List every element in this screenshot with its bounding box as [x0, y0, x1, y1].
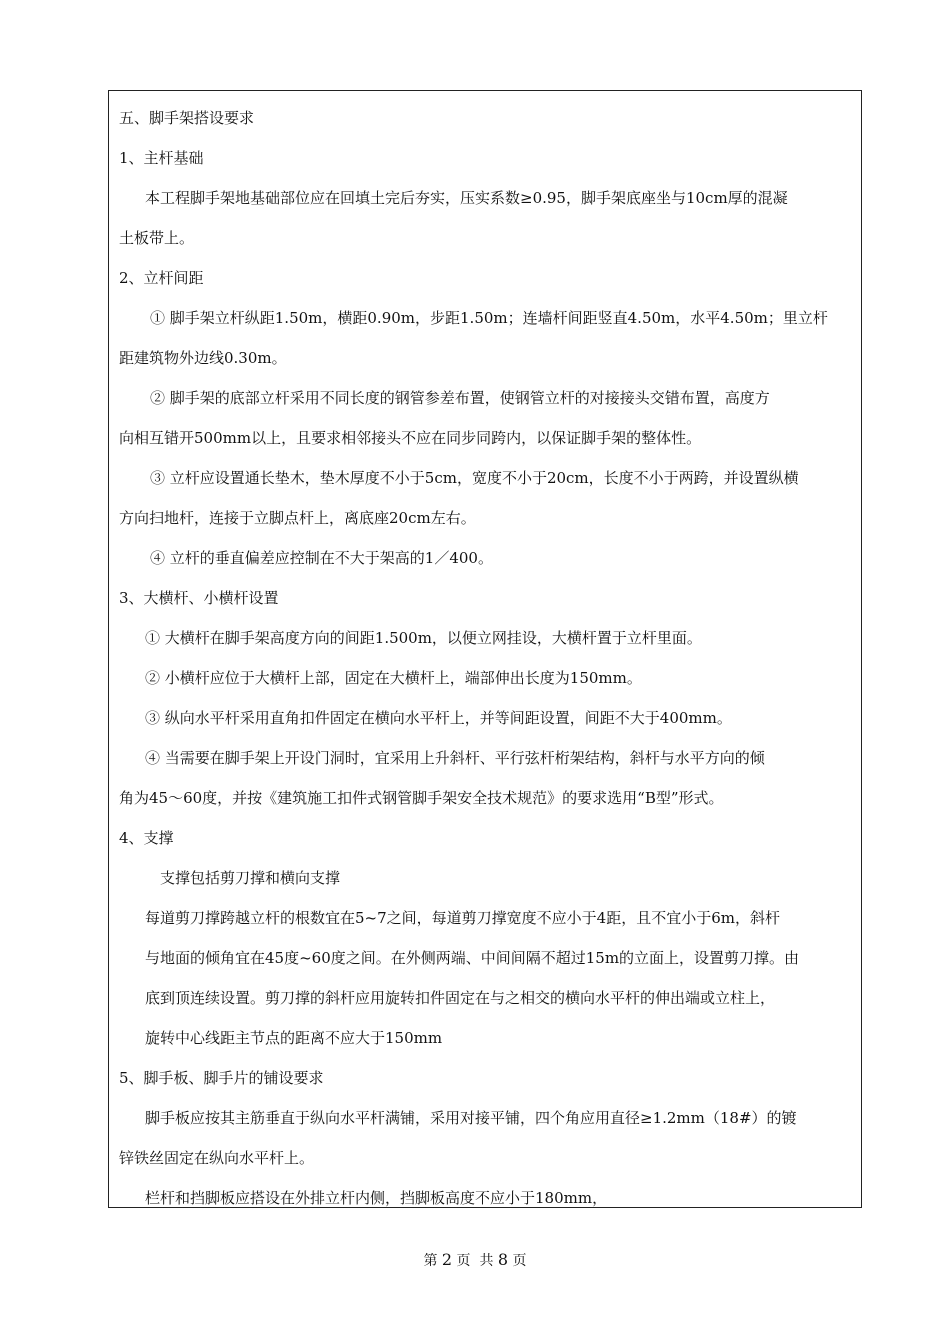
paragraph-line: 栏杆和挡脚板应搭设在外排立杆内侧，挡脚板高度不应小于180mm，	[145, 1189, 608, 1207]
subsection-title-5: 5、脚手板、脚手片的铺设要求	[119, 1069, 324, 1087]
list-item: ① 大横杆在脚手架高度方向的间距1.500m，以便立网挂设，大横杆置于立杆里面。	[145, 629, 702, 647]
paragraph-line: 锌铁丝固定在纵向水平杆上。	[119, 1149, 315, 1167]
list-item-continuation: 方向扫地杆，连接于立脚点杆上，离底座20cm左右。	[119, 509, 476, 527]
paragraph-line: 底到顶连续设置。剪刀撑的斜杆应用旋转扣件固定在与之相交的横向水平杆的伸出端或立柱上，	[145, 989, 776, 1007]
list-item-continuation: 角为45～60度，并按《建筑施工扣件式钢管脚手架安全技术规范》的要求选用“B型”形式。	[119, 789, 724, 807]
paragraph-line: 本工程脚手架地基础部位应在回填土完后夯实，压实系数≥0.95，脚手架底座坐与10cm厚的混凝	[145, 189, 788, 207]
list-item-continuation: 距建筑物外边线0.30m。	[119, 349, 287, 367]
paragraph-line: 土板带上。	[119, 229, 195, 247]
list-item: ② 小横杆应位于大横杆上部，固定在大横杆上，端部伸出长度为150mm。	[145, 669, 642, 687]
list-item: ① 脚手架立杆纵距1.50m，横距0.90m，步距1.50m；连墙杆间距竖直4.50m，水平4.50m；里立杆	[150, 309, 828, 327]
paragraph-line: 与地面的倾角宜在45度~60度之间。在外侧两端、中间间隔不超过15m的立面上，设置剪刀撑。由	[145, 949, 800, 967]
paragraph-line: 旋转中心线距主节点的距离不应大于150mm	[145, 1029, 443, 1047]
list-item: ④ 立杆的垂直偏差应控制在不大于架高的1／400。	[150, 549, 493, 567]
list-item-continuation: 向相互错开500mm以上，且要求相邻接头不应在同步同跨内，以保证脚手架的整体性。	[119, 429, 702, 447]
paragraph-line: 支撑包括剪刀撑和横向支撑	[160, 869, 341, 887]
subsection-title-4: 4、支撑	[119, 829, 174, 847]
list-item: ② 脚手架的底部立杆采用不同长度的钢管参差布置，使钢管立杆的对接接头交错布置，高度方	[150, 389, 770, 407]
list-item: ③ 立杆应设置通长垫木，垫木厚度不小于5cm，宽度不小于20cm，长度不小于两跨，并设置纵横	[150, 469, 799, 487]
page-footer	[0, 1250, 950, 1271]
paragraph-line: 脚手板应按其主筋垂直于纵向水平杆满铺，采用对接平铺，四个角应用直径≥1.2mm（18#）的镀	[145, 1109, 797, 1127]
footer-prefix: 第	[423, 1253, 442, 1269]
paragraph-line: 每道剪刀撑跨越立杆的根数宜在5~7之间，每道剪刀撑宽度不应小于4距，且不宜小于6m，斜杆	[145, 909, 780, 927]
section-heading: 五、脚手架搭设要求	[119, 109, 255, 127]
footer-suffix: 页	[508, 1253, 527, 1269]
list-item: ④ 当需要在脚手架上开设门洞时，宜采用上升斜杆、平行弦杆桁架结构，斜杆与水平方向的倾	[145, 749, 765, 767]
current-page-number: 2	[441, 1250, 453, 1269]
list-item: ③ 纵向水平杆采用直角扣件固定在横向水平杆上，并等间距设置，间距不大于400mm。	[145, 709, 732, 727]
subsection-title-2: 2、立杆间距	[119, 269, 204, 287]
subsection-title-3: 3、大横杆、小横杆设置	[119, 589, 279, 607]
subsection-title-1: 1、主杆基础	[119, 149, 204, 167]
total-page-count: 8	[497, 1250, 509, 1269]
footer-middle: 页 共	[452, 1253, 498, 1269]
